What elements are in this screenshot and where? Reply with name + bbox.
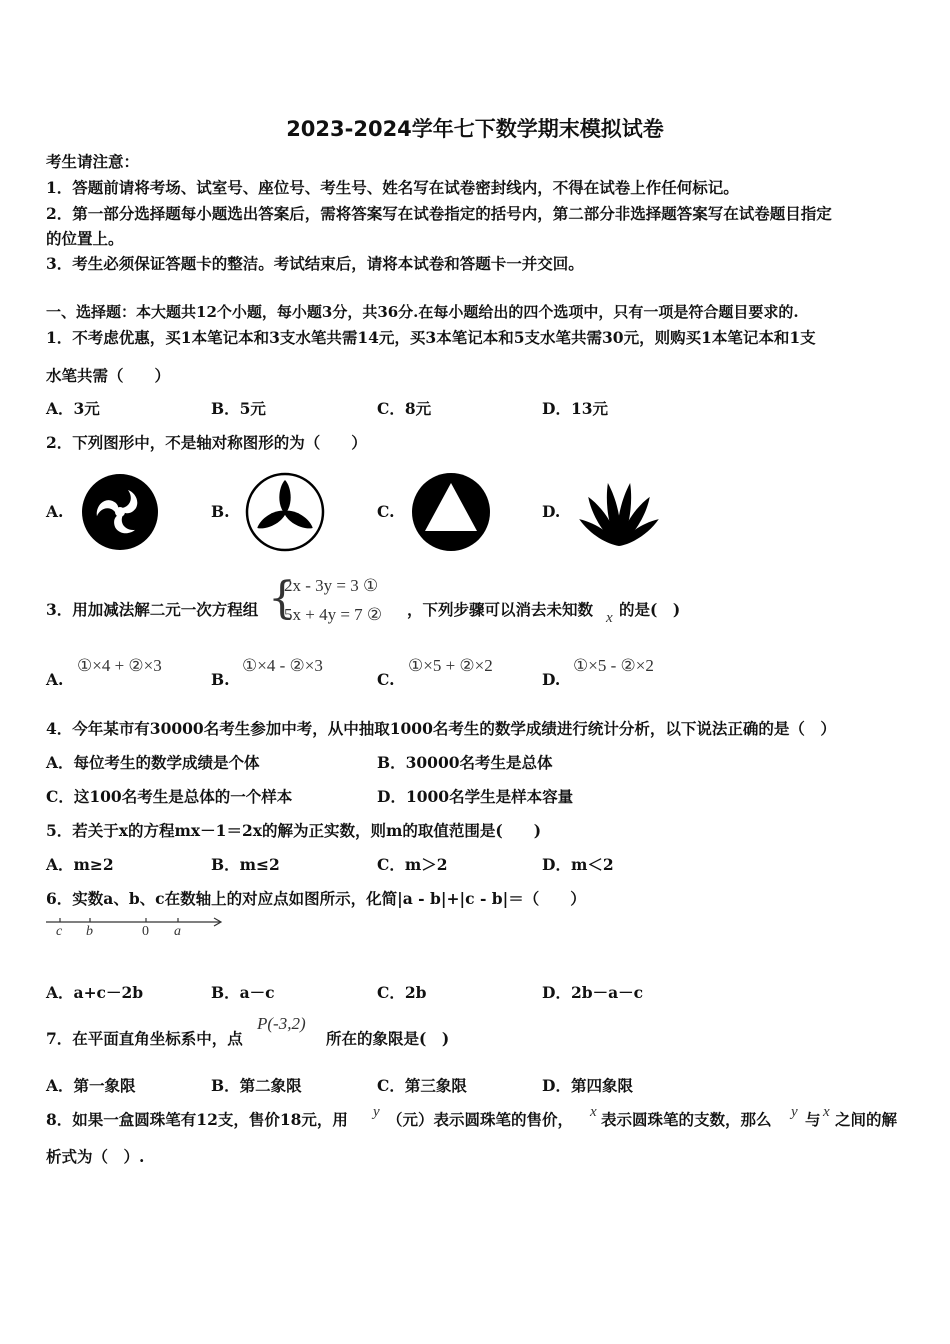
q8-var-x: x [590, 1104, 597, 1120]
q1-option-b[interactable]: B．5元 [211, 399, 266, 418]
q5-stem: 5．若关于x的方程mx－1＝2x的解为正实数，则m的取值范围是( ) [46, 821, 542, 840]
page-title: 2023-2024学年七下数学期末模拟试卷 [286, 117, 664, 141]
q3-label-b[interactable]: B. [211, 670, 230, 689]
q3-variable: x [606, 610, 613, 626]
axis-label-zero: 0 [142, 924, 149, 939]
q3-label-c[interactable]: C. [377, 670, 395, 689]
q3-equation-1: 2x - 3y = 3 ① [284, 576, 379, 595]
q8-stem-part2: （元）表示圆珠笔的售价， [387, 1110, 574, 1129]
triskelion-figure [80, 472, 160, 552]
q8-stem-part1: 8．如果一盒圆珠笔有12支，售价18元，用 [46, 1110, 348, 1129]
q4-stem: 4．今年某市有30000名考生参加中考，从中抽取1000名考生的数学成绩进行统计分析，以下说法正确的是（ ） [46, 719, 836, 738]
notice-heading: 考生请注意： [46, 152, 140, 171]
q3-stem-suffix: ，下列步骤可以消去未知数 [407, 600, 594, 619]
q3-label-a[interactable]: A. [46, 670, 64, 689]
notice-item: 3．考生必须保证答题卡的整洁。考试结束后，请将本试卷和答题卡一并交回。 [46, 254, 584, 273]
q8-stem-cont: 析式为（ ）. [46, 1147, 145, 1166]
q1-option-a[interactable]: A．3元 [46, 399, 100, 418]
q7-option-a[interactable]: A．第一象限 [46, 1076, 136, 1095]
q8-var-x: x [823, 1104, 830, 1120]
q3-stem-end: 的是( ) [619, 600, 681, 619]
q1-option-c[interactable]: C．8元 [377, 399, 432, 418]
q3-stem-prefix: 3．用加减法解二元一次方程组 [46, 600, 259, 619]
q1-option-d[interactable]: D．13元 [542, 399, 609, 418]
q7-option-b[interactable]: B．第二象限 [211, 1076, 302, 1095]
q6-option-d[interactable]: D．2b－a－c [542, 983, 644, 1002]
q7-stem-prefix: 7．在平面直角坐标系中，点 [46, 1029, 243, 1048]
q3-option-c[interactable]: ①×5 + ②×2 [408, 656, 493, 675]
q2-label-c[interactable]: C. [377, 502, 395, 521]
q8-var-y: y [791, 1104, 798, 1120]
number-line-figure [44, 914, 229, 944]
axis-label-b: b [86, 924, 93, 939]
q2-stem: 2．下列图形中，不是轴对称图形的为（ ） [46, 433, 367, 452]
notice-item: 的位置上。 [46, 229, 124, 248]
section-heading: 一、选择题：本大题共12个小题，每小题3分，共36分.在每小题给出的四个选项中，只有一项是符合题目要求的. [46, 303, 799, 321]
q4-option-d[interactable]: D．1000名学生是样本容量 [377, 787, 574, 806]
q7-stem-suffix: 所在的象限是( ) [326, 1029, 450, 1048]
q6-stem: 6．实数a、b、c在数轴上的对应点如图所示，化简|a - b|+|c - b|＝（ ） [46, 889, 586, 908]
q7-option-d[interactable]: D．第四象限 [542, 1076, 633, 1095]
q1-stem: 1．不考虑优惠，买1本笔记本和3支水笔共需14元，买3本笔记本和5支水笔共需30元，则购买1本笔记本和1支 [46, 328, 816, 347]
q4-option-a[interactable]: A．每位考生的数学成绩是个体 [46, 753, 260, 772]
notice-item: 2．第一部分选择题每小题选出答案后，需将答案写在试卷指定的括号内，第二部分非选择题答案写在试卷题目指定 [46, 204, 832, 223]
q2-label-b[interactable]: B. [211, 502, 230, 521]
q8-stem-part3: 表示圆珠笔的支数，那么 [601, 1110, 772, 1129]
q3-option-d[interactable]: ①×5 - ②×2 [573, 656, 654, 675]
q4-option-b[interactable]: B．30000名考生是总体 [377, 753, 553, 772]
q3-equation-2: 5x + 4y = 7 ② [284, 605, 383, 624]
q6-option-b[interactable]: B．a－c [211, 983, 275, 1002]
q5-option-a[interactable]: A．m≥2 [46, 855, 114, 874]
q3-option-a[interactable]: ①×4 + ②×3 [77, 656, 162, 675]
q5-option-c[interactable]: C．m＞2 [377, 855, 448, 874]
triangle-in-circle-figure [410, 471, 492, 553]
q7-option-c[interactable]: C．第三象限 [377, 1076, 467, 1095]
notice-item: 1．答题前请将考场、试室号、座位号、考生号、姓名写在试卷密封线内，不得在试卷上作任何标记。 [46, 178, 739, 197]
q3-option-b[interactable]: ①×4 - ②×3 [242, 656, 323, 675]
q2-label-a[interactable]: A. [46, 502, 64, 521]
system-brace: { [268, 573, 296, 624]
q6-option-a[interactable]: A．a+c－2b [46, 983, 144, 1002]
q3-label-d[interactable]: D. [542, 670, 561, 689]
q6-option-c[interactable]: C．2b [377, 983, 427, 1002]
q5-option-b[interactable]: B．m≤2 [211, 855, 280, 874]
fan-logo-figure [574, 478, 664, 550]
q5-option-d[interactable]: D．m＜2 [542, 855, 614, 874]
axis-label-c: c [56, 924, 63, 939]
axis-label-a: a [174, 924, 181, 939]
q2-label-d[interactable]: D. [542, 502, 561, 521]
q8-var-y: y [373, 1104, 380, 1120]
q1-stem-cont: 水笔共需（ ） [46, 366, 171, 385]
q8-stem-part5: 之间的解 [835, 1110, 898, 1129]
q8-stem-part4: 与 [805, 1110, 821, 1129]
q7-point: P(-3,2) [257, 1014, 306, 1033]
q4-option-c[interactable]: C．这100名考生是总体的一个样本 [46, 787, 293, 806]
three-petal-figure [244, 471, 326, 553]
